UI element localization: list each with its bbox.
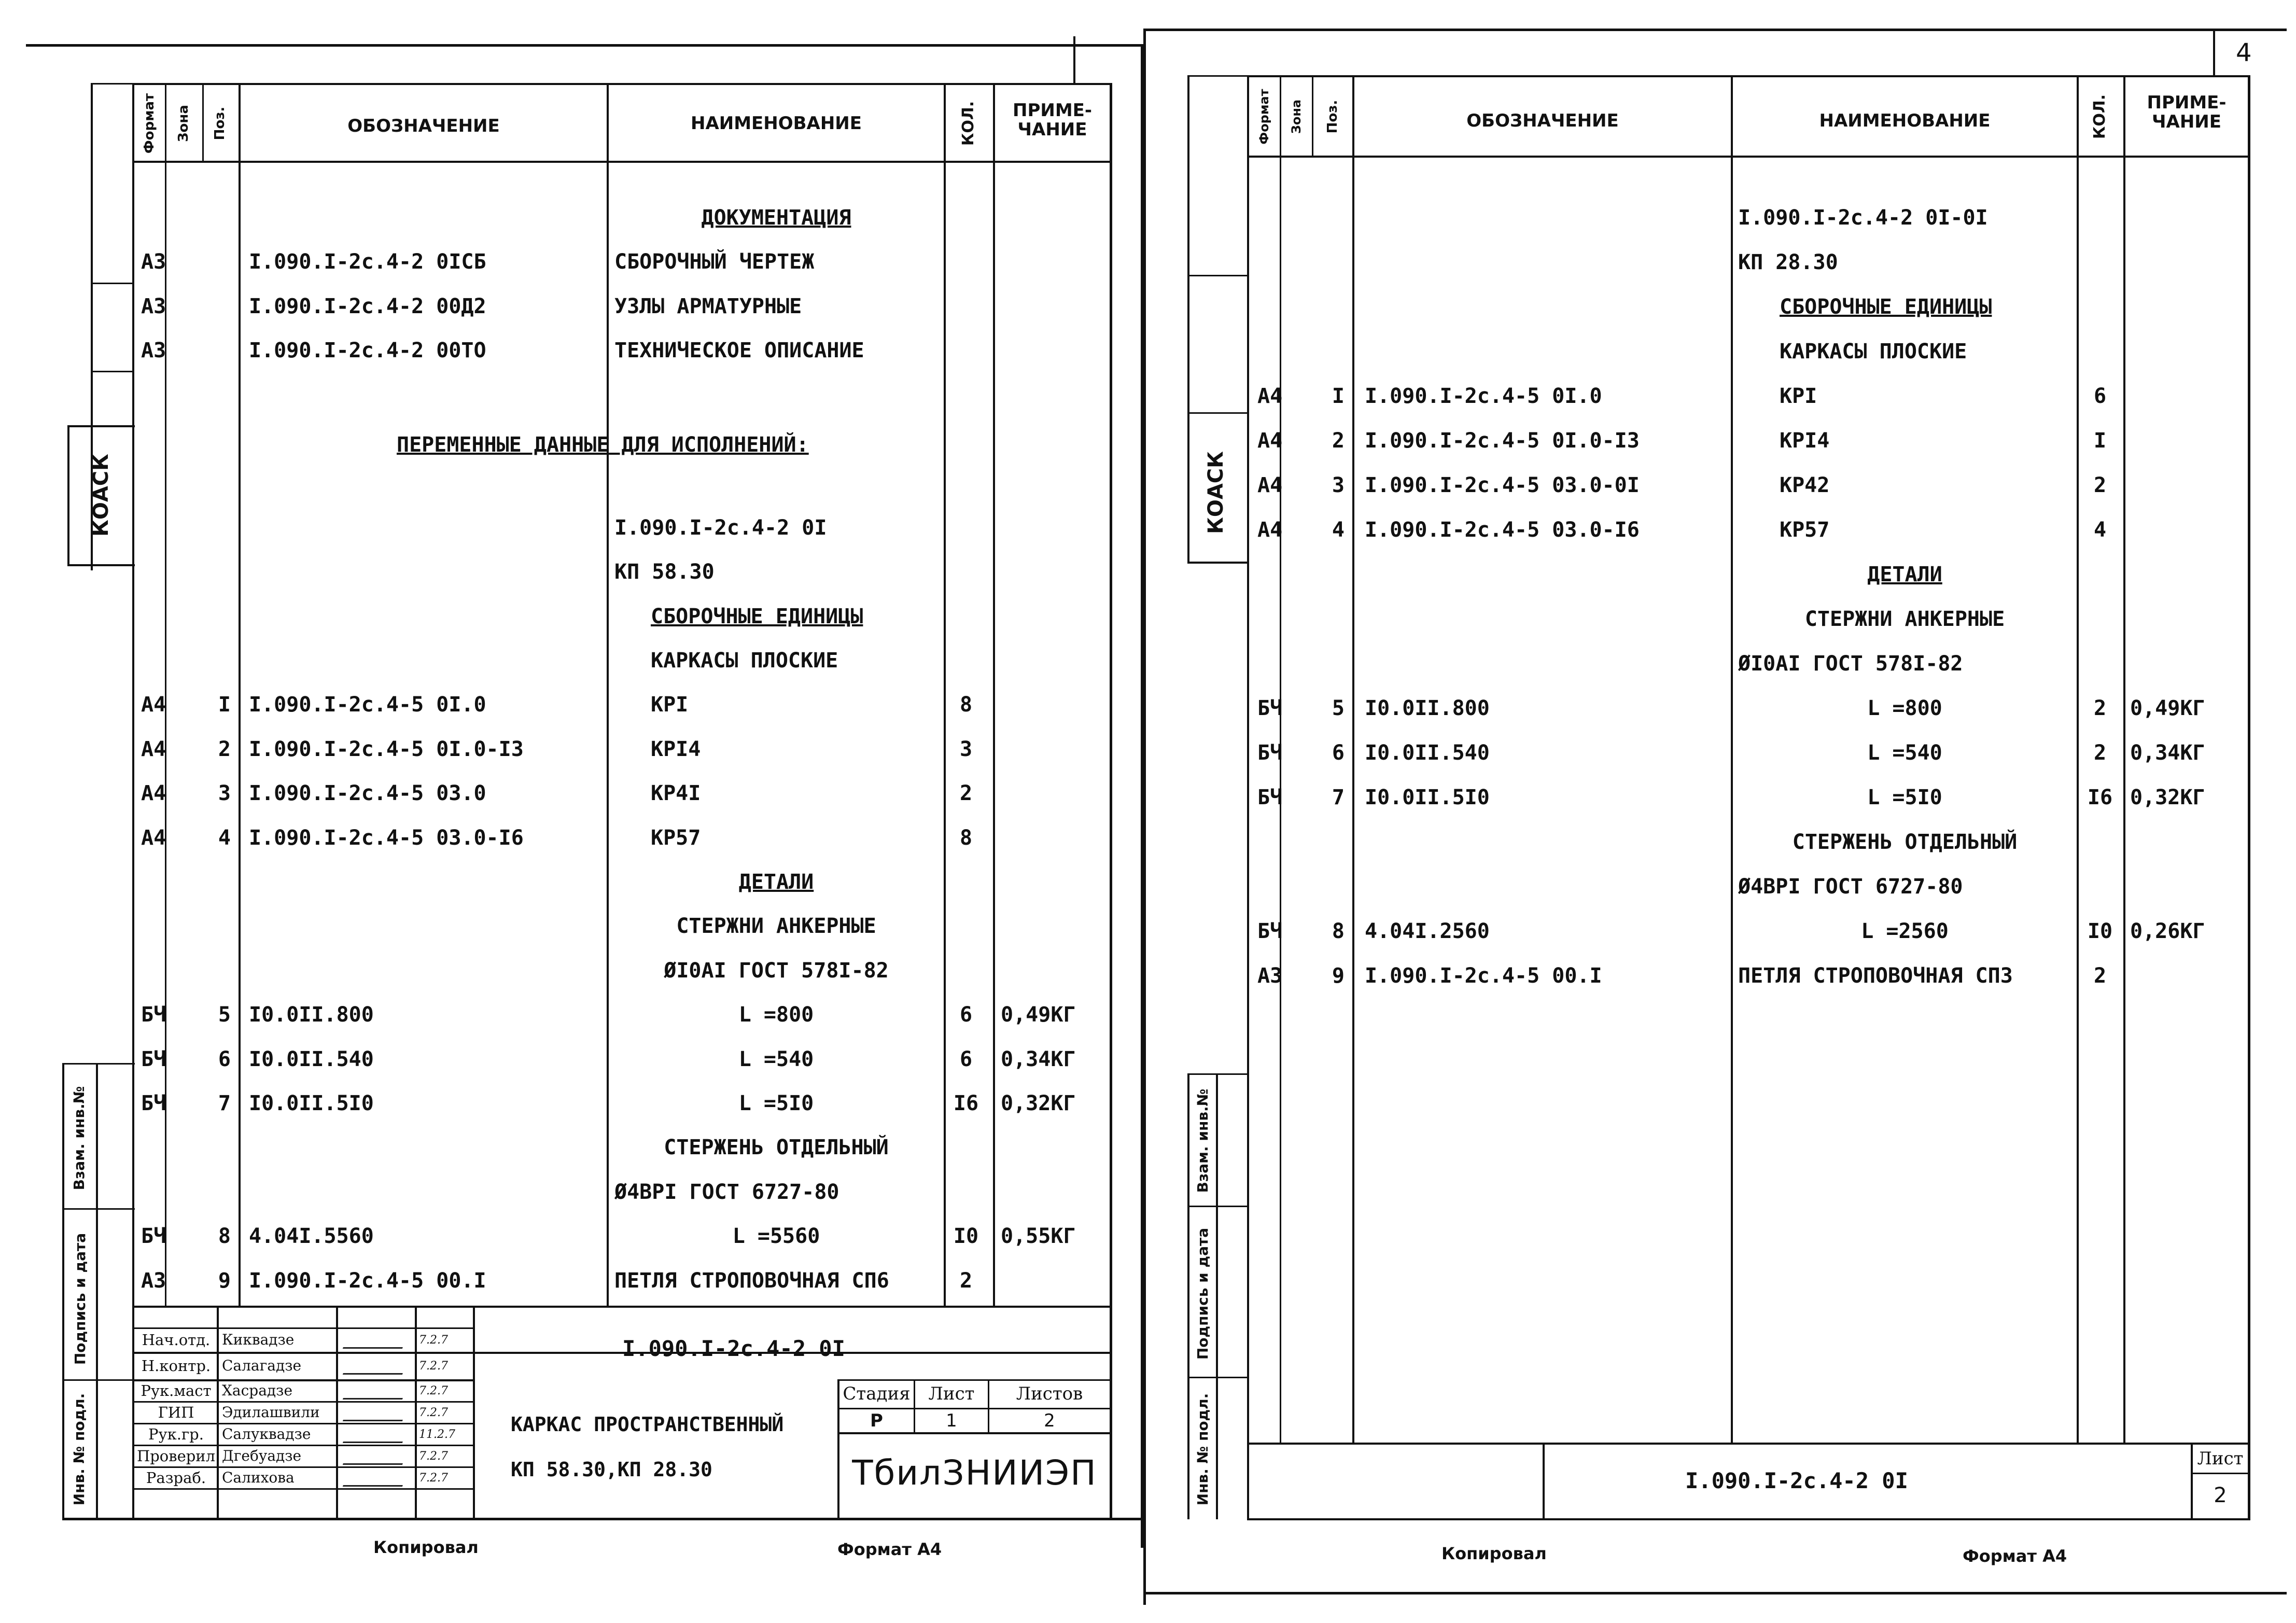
row-format: БЧ (141, 1224, 166, 1248)
row-designation: I.090.I-2с.4-5 00.I (249, 1269, 486, 1293)
sheet-value: 1 (946, 1410, 957, 1431)
title-block-date: 7.2.7 (419, 1406, 448, 1419)
row-format: БЧ (1257, 786, 1283, 809)
row-name: Ø4ВРI ГОСТ 6727-80 (614, 1180, 839, 1204)
side-label-right: КОАСК (1204, 451, 1228, 534)
title-block-date: 11.2.7 (419, 1428, 455, 1441)
row-quantity: 3 (959, 737, 973, 761)
row-position: 8 (1332, 919, 1345, 943)
title-block-date: 7.2.7 (419, 1450, 448, 1463)
margin-label-inv-number: Инв. № подл. (71, 1393, 88, 1506)
header-designation-right: ОБОЗНАЧЕНИЕ (1466, 110, 1619, 131)
stage-value: Р (870, 1410, 883, 1431)
row-name: КР42 (1780, 473, 1830, 497)
header-pos-right: Поз. (1325, 100, 1340, 134)
footer-format-left: Формат А4 (837, 1540, 942, 1559)
row-note: 0,49КГ (1001, 1003, 1076, 1027)
row-position: 7 (1332, 786, 1345, 809)
row-name: Ø4ВРI ГОСТ 6727-80 (1738, 875, 1963, 899)
title-block-role: Рук.гр. (148, 1425, 204, 1443)
margin-label-replace-inv: Взам. инв.№ (71, 1086, 88, 1191)
row-position: 5 (218, 1003, 231, 1027)
row-name: КРI4 (1780, 429, 1830, 453)
header-zone: Зона (176, 105, 191, 142)
row-quantity: I6 (953, 1092, 979, 1115)
row-designation: I0.0II.800 (249, 1003, 374, 1027)
row-designation: I.090.I-2с.4-5 0I.0 (1365, 384, 1602, 408)
row-designation: I.090.I-2с.4-5 03.0-I6 (1365, 518, 1640, 542)
row-name: ДОКУМЕНТАЦИЯ (701, 206, 851, 230)
row-format: БЧ (1257, 696, 1283, 720)
row-format: А4 (1257, 473, 1283, 497)
signature-mark (343, 1431, 407, 1443)
row-designation: I.090.I-2с.4-5 00.I (1365, 964, 1602, 988)
row-quantity: 8 (959, 826, 973, 850)
right-sheet-label: Лист (2197, 1448, 2244, 1469)
title-block-date: 7.2.7 (419, 1334, 448, 1347)
row-designation: I.090.I-2с.4-5 03.0-I6 (249, 826, 524, 850)
sheet-label: Лист (928, 1383, 975, 1404)
row-designation: I.090.I-2с.4-5 03.0-0I (1365, 473, 1640, 497)
row-quantity: 2 (2093, 696, 2107, 720)
row-name: ПЕТЛЯ СТРОПОВОЧНАЯ СП3 (1738, 964, 2013, 988)
row-designation: 4.04I.5560 (249, 1224, 374, 1248)
row-format: А4 (1257, 518, 1283, 542)
row-name: ДЕТАЛИ (1867, 563, 1942, 586)
row-designation: 4.04I.2560 (1365, 919, 1490, 943)
margin-label-inv-number-right: Инв. № подл. (1194, 1393, 1211, 1506)
title-block-role: ГИП (158, 1404, 194, 1421)
row-designation: I.090.I-2с.4-5 0I.0 (249, 693, 486, 717)
margin-label-signature-date: Подпись и дата (72, 1233, 89, 1365)
row-name: ØI0АI ГОСТ 578I-82 (664, 959, 889, 983)
row-position: 3 (1332, 473, 1345, 497)
title-block-date: 7.2.7 (419, 1360, 448, 1373)
row-name: I.090.I-2с.4-2 0I-0I (1738, 206, 1988, 230)
row-note: 0,32КГ (1001, 1092, 1076, 1115)
row-designation: I.090.I-2с.4-5 0I.0-I3 (1365, 429, 1640, 453)
row-quantity: 2 (959, 781, 973, 805)
title-block-date: 7.2.7 (419, 1384, 448, 1397)
row-format: А3 (141, 339, 166, 362)
row-quantity: 2 (959, 1269, 973, 1293)
left-title-line1: КАРКАС ПРОСТРАНСТВЕННЫЙ (511, 1413, 784, 1436)
row-name: КР4I (651, 781, 701, 805)
title-block-person: Салагадзе (222, 1357, 302, 1374)
header-name-right: НАИМЕНОВАНИЕ (1819, 110, 1991, 131)
row-format: А4 (141, 781, 166, 805)
header-qty: КОЛ. (959, 101, 977, 146)
row-designation: I0.0II.5I0 (1365, 786, 1490, 809)
row-position: 2 (1332, 429, 1345, 453)
row-name: ТЕХНИЧЕСКОЕ ОПИСАНИЕ (614, 339, 864, 362)
row-position: 5 (1332, 696, 1345, 720)
row-name: УЗЛЫ АРМАТУРНЫЕ (614, 295, 802, 318)
row-name: СТЕРЖЕНЬ ОТДЕЛЬНЫЙ (664, 1136, 889, 1159)
title-block-person: Киквадзе (222, 1331, 295, 1348)
org-name: ТбилЗНИИЭП (852, 1453, 1097, 1493)
row-name: L =800 (1867, 696, 1942, 720)
row-designation: I.090.I-2с.4-5 03.0 (249, 781, 486, 805)
row-position: 4 (1332, 518, 1345, 542)
signature-mark (343, 1409, 407, 1421)
right-sheet-value: 2 (2214, 1484, 2227, 1507)
row-format: А3 (1257, 964, 1283, 988)
row-position: 4 (218, 826, 231, 850)
row-designation: I0.0II.800 (1365, 696, 1490, 720)
signature-mark (343, 1337, 407, 1349)
header-note-right: ПРИМЕ- ЧАНИЕ (2147, 92, 2227, 133)
variable-data-heading: ПЕРЕМЕННЫЕ ДАННЫЕ ДЛЯ ИСПОЛНЕНИЙ: (397, 433, 809, 457)
signature-mark (343, 1388, 407, 1400)
row-format: А3 (141, 250, 166, 274)
row-quantity: I0 (953, 1224, 979, 1248)
footer-format-right: Формат А4 (1963, 1546, 2067, 1566)
row-quantity: 6 (959, 1003, 973, 1027)
page-number: 4 (2236, 38, 2252, 67)
row-designation: I.090.I-2с.4-2 0IСБ (249, 250, 486, 274)
row-format: А4 (1257, 384, 1283, 408)
row-name: L =2560 (1861, 919, 1949, 943)
row-name: КР57 (1780, 518, 1830, 542)
margin-label-replace-inv-right: Взам. инв.№ (1194, 1088, 1211, 1193)
row-position: 2 (218, 737, 231, 761)
row-name: СТЕРЖНИ АНКЕРНЫЕ (1804, 607, 2005, 631)
sheets-value: 2 (1044, 1410, 1055, 1431)
row-quantity: 6 (959, 1047, 973, 1071)
title-block-role: Н.контр. (141, 1357, 211, 1375)
row-name: ДЕТАЛИ (738, 870, 814, 894)
row-quantity: 8 (959, 693, 973, 717)
title-block-role: Проверил (136, 1447, 216, 1465)
row-name: СТЕРЖНИ АНКЕРНЫЕ (676, 914, 876, 938)
row-name: L =5560 (732, 1224, 820, 1248)
header-format-right: Формат (1257, 89, 1271, 145)
title-block-date: 7.2.7 (419, 1472, 448, 1485)
row-position: 9 (218, 1269, 231, 1293)
row-note: 0,32КГ (2130, 786, 2205, 809)
row-quantity: I (2093, 429, 2107, 453)
row-name: СБОРОЧНЫЙ ЧЕРТЕЖ (614, 250, 815, 274)
row-designation: I0.0II.540 (1365, 741, 1490, 765)
row-name: КРI4 (651, 737, 701, 761)
stage-label: Стадия (843, 1383, 911, 1404)
row-designation: I.090.I-2с.4-5 0I.0-I3 (249, 737, 524, 761)
row-position: 6 (218, 1047, 231, 1071)
row-name: КРI (1780, 384, 1817, 408)
row-name: L =540 (1867, 741, 1942, 765)
row-position: 8 (218, 1224, 231, 1248)
sheets-label: Листов (1016, 1383, 1083, 1404)
row-name: СБОРОЧНЫЕ ЕДИНИЦЫ (651, 605, 863, 628)
row-format: А3 (141, 1269, 166, 1293)
signature-mark (343, 1453, 407, 1465)
header-pos: Поз. (212, 106, 228, 141)
row-format: БЧ (141, 1003, 166, 1027)
margin-label-signature-date-right: Подпись и дата (1194, 1227, 1211, 1360)
title-block-person: Дгебуадзе (222, 1447, 302, 1464)
header-zone-right: Зона (1289, 99, 1304, 134)
side-label-left: КОАСК (89, 454, 113, 537)
footer-copied-left: Копировал (373, 1537, 479, 1557)
header-format: Формат (142, 93, 157, 154)
row-quantity: I0 (2087, 919, 2113, 943)
row-quantity: 2 (2093, 964, 2107, 988)
title-block-person: Хасрадзе (222, 1382, 293, 1399)
row-format: А3 (141, 295, 166, 318)
row-quantity: I6 (2087, 786, 2113, 809)
row-position: 3 (218, 781, 231, 805)
row-format: БЧ (141, 1092, 166, 1115)
row-format: А4 (1257, 429, 1283, 453)
row-quantity: 4 (2093, 518, 2107, 542)
row-name: L =800 (738, 1003, 814, 1027)
row-note: 0,55КГ (1001, 1224, 1076, 1248)
row-position: I (218, 693, 231, 717)
row-format: БЧ (141, 1047, 166, 1071)
row-format: А4 (141, 693, 166, 717)
title-block-role: Разраб. (146, 1469, 206, 1487)
row-name: КАРКАСЫ ПЛОСКИЕ (1780, 340, 1967, 363)
row-note: 0,34КГ (2130, 741, 2205, 765)
row-format: БЧ (1257, 919, 1283, 943)
row-designation: I.090.I-2с.4-2 00Д2 (249, 295, 486, 318)
header-name: НАИМЕНОВАНИЕ (690, 113, 862, 134)
row-note: 0,49КГ (2130, 696, 2205, 720)
row-name: КРI (651, 693, 689, 717)
row-name: ØI0АI ГОСТ 578I-82 (1738, 652, 1963, 676)
footer-copied-right: Копировал (1441, 1544, 1547, 1563)
row-position: 9 (1332, 964, 1345, 988)
row-name: КАРКАСЫ ПЛОСКИЕ (651, 649, 838, 673)
row-name: КП 58.30 (614, 560, 715, 584)
signature-mark (343, 1475, 407, 1487)
left-title-line2: КП 58.30,КП 28.30 (511, 1458, 712, 1481)
row-name: ПЕТЛЯ СТРОПОВОЧНАЯ СП6 (614, 1269, 889, 1293)
row-designation: I.090.I-2с.4-2 00ТО (249, 339, 486, 362)
title-block-person: Салуквадзе (222, 1425, 311, 1443)
row-designation: I0.0II.540 (249, 1047, 374, 1071)
row-position: I (1332, 384, 1345, 408)
row-note: 0,26КГ (2130, 919, 2205, 943)
row-name: L =5I0 (738, 1092, 814, 1115)
header-designation: ОБОЗНАЧЕНИЕ (347, 116, 500, 136)
row-quantity: 2 (2093, 473, 2107, 497)
title-block-role: Рук.маст (141, 1382, 212, 1400)
title-block-role: Нач.отд. (142, 1331, 211, 1349)
title-block-person: Салихова (222, 1469, 295, 1486)
row-name: I.090.I-2с.4-2 0I (614, 516, 827, 540)
row-note: 0,34КГ (1001, 1047, 1076, 1071)
right-doc-code: I.090.I-2с.4-2 0I (1685, 1468, 1908, 1493)
row-name: КП 28.30 (1738, 250, 1838, 274)
header-note: ПРИМЕ- ЧАНИЕ (1013, 100, 1092, 141)
row-format: БЧ (1257, 741, 1283, 765)
row-format: А4 (141, 737, 166, 761)
row-name: КР57 (651, 826, 701, 850)
signature-mark (343, 1363, 407, 1375)
left-doc-code: I.090.I-2с.4-2 0I (622, 1336, 845, 1361)
header-qty-right: КОЛ. (2091, 94, 2109, 139)
title-block-person: Эдилашвили (222, 1404, 320, 1421)
row-name: L =540 (738, 1047, 814, 1071)
row-position: 6 (1332, 741, 1345, 765)
row-position: 7 (218, 1092, 231, 1115)
row-name: СТЕРЖЕНЬ ОТДЕЛЬНЫЙ (1792, 830, 2018, 854)
row-format: А4 (141, 826, 166, 850)
row-quantity: 2 (2093, 741, 2107, 765)
row-quantity: 6 (2093, 384, 2107, 408)
row-name: СБОРОЧНЫЕ ЕДИНИЦЫ (1780, 295, 1992, 319)
row-designation: I0.0II.5I0 (249, 1092, 374, 1115)
row-name: L =5I0 (1867, 786, 1942, 809)
